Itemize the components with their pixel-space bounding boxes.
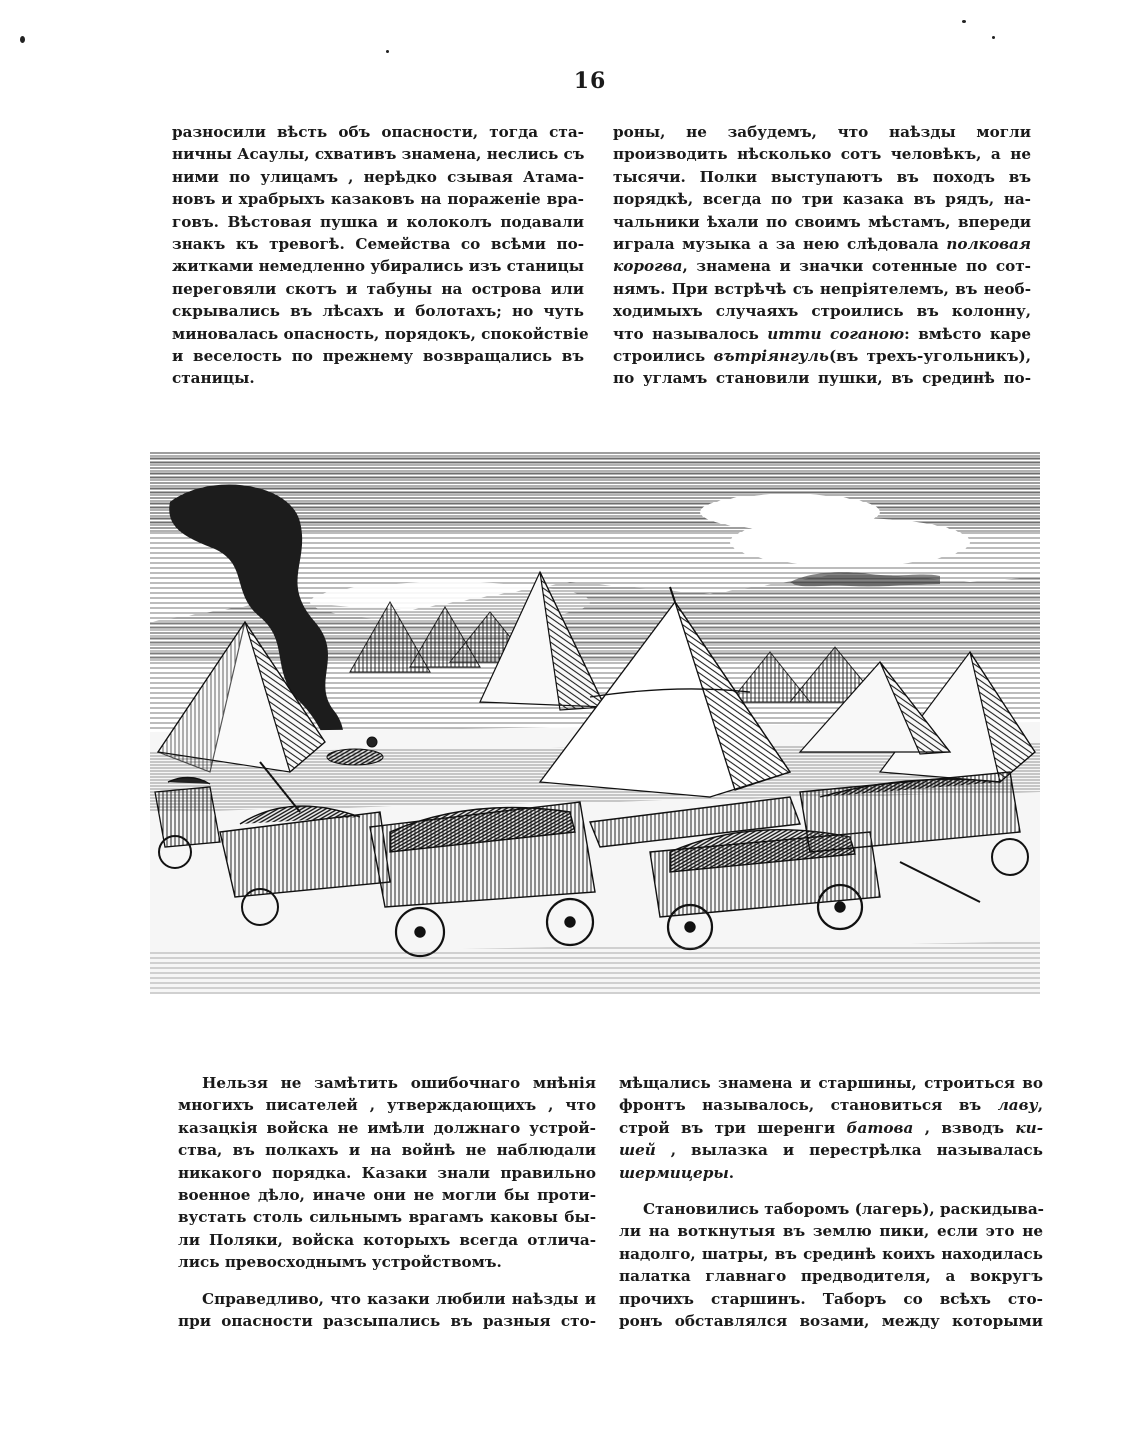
italic-term: корогва [613, 257, 683, 276]
text-line: ничны Асаулы, схвативъ знамена, неслись съ [172, 145, 585, 164]
text-run: : вмѣсто каре [904, 324, 1031, 343]
text-run: , [1037, 1096, 1043, 1115]
text-line: по угламъ становили пушки, въ срединѣ по- [613, 369, 1031, 388]
ink-speck [20, 36, 25, 43]
text-line [613, 233, 1031, 255]
text-line: вустать столь сильнымъ врагамъ каковы бы- [178, 1208, 596, 1227]
text-line: переговяли скотъ и табуны на острова или [172, 279, 584, 298]
paragraph [178, 1288, 596, 1333]
italic-term: шей [619, 1141, 656, 1160]
text-run: , взводъ [913, 1118, 1016, 1137]
text-run: строй въ три шеренги [619, 1118, 847, 1137]
ink-speck [992, 36, 995, 39]
italic-term: итти соганою [767, 324, 905, 343]
text-line: Справедливо, что казаки любили наѣзды и [202, 1289, 596, 1308]
paragraph [178, 1072, 596, 1274]
text-line: ства, въ полкахъ и на войнѣ не наблюдали [178, 1141, 596, 1160]
camp-engraving-illustration [150, 452, 1040, 994]
text-line: ними по улицамъ , нерѣдко сзывая Атама- [172, 167, 584, 186]
text-line: Нельзя не замѣтить ошибочнаго мнѣнія [202, 1074, 596, 1092]
paragraph [619, 1072, 1043, 1184]
cloud [700, 494, 880, 530]
text-line: нямъ. При встрѣчѣ съ непріятелемъ, въ необ- [613, 279, 1031, 298]
text-run: фронтъ называлось, становиться въ [619, 1096, 998, 1115]
text-line: никакого порядка. Казаки знали правильно [178, 1163, 596, 1182]
ink-speck [386, 50, 389, 53]
ink-speck [962, 20, 966, 23]
text-line: новъ и храбрыхъ казаковъ на пораженіе вра- [172, 190, 584, 209]
text-line [619, 1117, 1043, 1139]
text-run: , знамена и значки сотенные по сот- [682, 257, 1031, 276]
text-column-bottom-right [619, 1072, 1043, 1332]
text-line: при опасности разсыпались въ разныя сто- [178, 1312, 596, 1331]
text-line: Становились таборомъ (лагерь), раскидыва- [643, 1200, 1044, 1219]
text-line: ронъ обставлялся возами, между которыми [619, 1312, 1043, 1331]
text-line: и веселость по прежнему возвращались въ [172, 347, 584, 366]
text-column-top-right [613, 121, 1031, 390]
text-line: военное дѣло, иначе они не могли бы проти- [178, 1186, 596, 1205]
page-number: 16 [573, 68, 607, 94]
text-line: ли на воткнутыя въ землю пики, если это не [619, 1222, 1043, 1241]
text-run: , вылазка и перестрѣлка называлась [655, 1141, 1043, 1160]
text-run: строились [613, 347, 714, 366]
paragraph [619, 1198, 1043, 1332]
italic-term: батова [846, 1118, 914, 1137]
text-line: тысячи. Полки выступаютъ въ походъ въ [613, 167, 1031, 186]
text-line [619, 1162, 1043, 1184]
text-line: казацкія войска не имѣли должнаго устрой- [178, 1118, 596, 1137]
text-line: говъ. Вѣстовая пушка и колоколъ подавали [172, 212, 584, 231]
text-line [619, 1094, 1043, 1116]
italic-term: полковая [946, 235, 1031, 254]
text-line [613, 345, 1031, 367]
text-run: . [728, 1163, 735, 1182]
text-line: палатка главнаго предводителя, а вокругъ [619, 1267, 1043, 1286]
text-run: играла музыка а за нею слѣдовала [613, 235, 947, 254]
text-line [613, 323, 1031, 345]
italic-term: шермицеры [619, 1163, 729, 1182]
text-line: надолго, шатры, въ срединѣ коихъ находилась [619, 1244, 1043, 1263]
text-line: производить нѣсколько сотъ человѣкъ, а не [613, 145, 1031, 164]
text-line: прочихъ старшинъ. Таборъ со всѣхъ сто- [619, 1289, 1043, 1308]
text-line: станицы. [172, 369, 255, 388]
text-line: чальники ѣхали по своимъ мѣстамъ, впереди [613, 212, 1031, 231]
text-line: лись превосходнымъ устройствомъ. [178, 1253, 502, 1272]
text-line: мѣщались знамена и старшины, строиться во [619, 1074, 1043, 1092]
italic-term: ки- [1015, 1118, 1043, 1137]
text-line: многихъ писателей , утверждающихъ , что [178, 1096, 596, 1115]
text-line: миновалась опасность, порядокъ, спокойствіе [172, 324, 589, 343]
text-line: порядкѣ, всегда по три казака въ рядъ, на- [613, 190, 1031, 209]
text-line: ли Поляки, войска которыхъ всегда отлича- [178, 1230, 596, 1249]
text-run: (въ трехъ-угольникъ), [828, 347, 1031, 366]
text-line: знакъ къ тревогѣ. Семейства со всѣми по- [172, 235, 584, 254]
text-column-bottom-left [178, 1072, 596, 1332]
text-run: что называлось [613, 324, 768, 343]
text-line: житками немедленно убирались изъ станицы [172, 257, 584, 276]
text-line: разносили вѣсть объ опасности, тогда ста- [172, 123, 584, 141]
italic-term: вътріянгуль [713, 347, 829, 366]
text-line: роны, не забудемъ, что наѣзды могли [613, 123, 1031, 141]
text-line: скрывались въ лѣсахъ и болотахъ; но чуть [172, 302, 584, 321]
text-line: ходимыхъ случаяхъ строились въ колонну, [613, 302, 1031, 321]
text-column-top-left [172, 121, 589, 390]
italic-term: лаву [997, 1096, 1038, 1115]
text-line [613, 255, 1031, 277]
text-line [619, 1139, 1043, 1161]
